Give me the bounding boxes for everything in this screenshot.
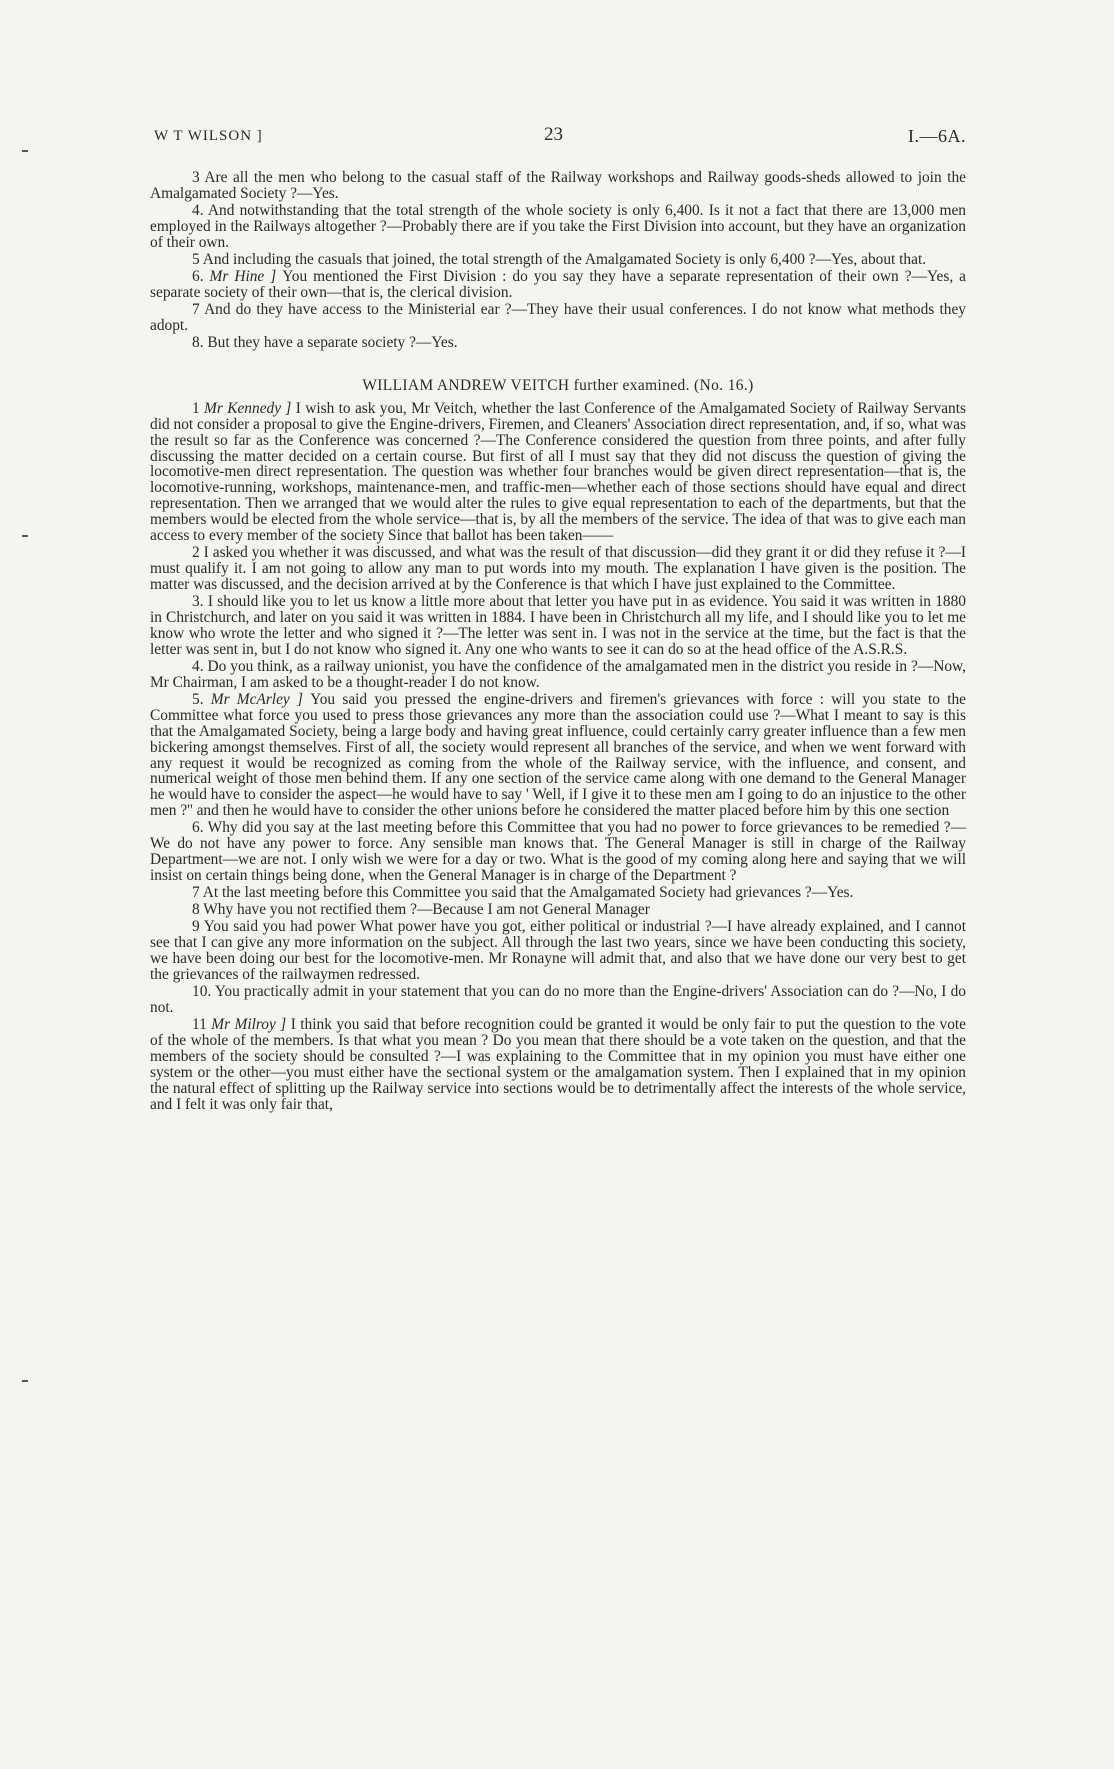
question-number: 3. bbox=[192, 593, 208, 611]
question-number: 4. bbox=[192, 657, 208, 675]
document-reference: I.—6A. bbox=[908, 126, 966, 146]
question-text: I think you said that before recognition could be granted it would be only fair to put the question to the vote of the whole of the members. Is that what you mean ? Do you mean that there should be a vote taken on the question, and that the members of the society should be consulted ?—I was explaining to the Committee that in my opinion you must have either one system or the other—you must either have the sectional system or the amalgamation system. Then I explained that in my opinion the natural effect of splitting up the Railway service into sections would be to detrimentally affect the interests of the whole service, and I felt it was only fair that, bbox=[150, 1016, 966, 1113]
margin-mark bbox=[22, 150, 28, 152]
question-paragraph bbox=[150, 820, 966, 884]
examination-section-wilson bbox=[150, 170, 966, 351]
questioner-name: Mr Kennedy ] bbox=[204, 399, 296, 417]
question-text: You practically admit in your statement that you can do no more than the Engine-drivers' Association can do ?—No, I do not. bbox=[150, 983, 967, 1017]
question-paragraph bbox=[150, 692, 966, 819]
margin-mark bbox=[22, 1380, 28, 1382]
question-text: Do you think, as a railway unionist, you have the confidence of the amalgamated men in the district you reside in ?—Now, Mr Chairman, I am asked to be a thought-reader I do not know. bbox=[150, 657, 967, 691]
witness-name: W T WILSON ] bbox=[154, 128, 263, 144]
question-number: 3 bbox=[192, 169, 205, 186]
question-number: 1 bbox=[192, 399, 205, 417]
question-text: You said you had power What power have you got, either political or industrial ?—I have already explained, and I cannot see that I can give any more information on the subject. All through the last two years, since we have been conducting this society, we have been doing our best for the locomotive-men. Mr Ronayne will admit that, and also that we have done our very best to get the grievances of the railwaymen redressed. bbox=[150, 918, 966, 984]
question-text: I should like you to let us know a little more about that letter you have put in as evidence. You said it was written in 1880 in Christchurch, and later on you said it was written in 1884. I have been in Christchurch all my life, and I should like you to let me know who wrote the letter and who signed it ?—The letter was sent in. I was not in the service at the time, but the fact is that the letter was sent in, but I do not know who signed it. Any one who wants to see it can do so at the head office of the A.S.R.S. bbox=[150, 593, 967, 658]
section-heading: WILLIAM ANDREW VEITCH further examined. (No. 16.) bbox=[362, 376, 754, 394]
question-number: 11 bbox=[192, 1016, 212, 1034]
questioner-name: Mr McArley ] bbox=[210, 690, 311, 708]
question-paragraph bbox=[150, 203, 966, 251]
question-text: Why did you say at the last meeting before this Committee that you had no power to force grievances to be remedied ?—We do not have any power to force. Any sensible man knows that. The General Manager is still in charge of the Railway Department—we are not. I only wish we were for a day or two. What is the good of my coming along here and saying that we will insist on certain things being done, when the General Manager is in charge of the Department ? bbox=[150, 819, 966, 885]
question-paragraph bbox=[150, 659, 966, 691]
question-text: And do they have access to the Ministerial ear ?—They have their usual conferences. I do not know what methods they adopt. bbox=[150, 301, 966, 334]
question-paragraph bbox=[150, 984, 966, 1016]
question-paragraph bbox=[150, 1017, 966, 1112]
question-paragraph bbox=[150, 170, 966, 202]
question-number: 9 bbox=[192, 918, 204, 936]
question-number: 5. bbox=[192, 690, 211, 708]
question-paragraph bbox=[150, 902, 966, 918]
question-number: 5 bbox=[192, 250, 203, 268]
examination-section-veitch bbox=[150, 401, 966, 1113]
question-paragraph bbox=[150, 302, 966, 334]
questioner-name: Mr Milroy ] bbox=[211, 1016, 291, 1034]
question-text: Are all the men who belong to the casual staff of the Railway workshops and Railway goods-sheds allowed to join the Amalgamated Society ?—Yes. bbox=[150, 169, 966, 202]
question-number: 8. bbox=[192, 334, 208, 351]
question-number: 8 bbox=[192, 901, 204, 919]
question-text: At the last meeting before this Committee you said that the Amalgamated Society had grievances ?—Yes. bbox=[202, 884, 854, 902]
question-number: 7 bbox=[192, 301, 205, 318]
question-paragraph bbox=[150, 594, 966, 658]
question-text: You said you pressed the engine-drivers and firemen's grievances with force : will you state to the Committee what force you used to press those grievances any more than the association could use ?—What I meant to say is this that the Amalgamated Society, being a large body and having great influence, could certainly carry greater influence than a few men bickering amongst themselves. First of all, the society would represent all branches of the service, and when we went forward with any request it would be recognized as coming from the whole of the Railway service, with the influence, and consent, and numerical weight of those men behind them. If any one section of the service came along with one demand to the General Manager he would have to consider the aspect—he would have to say ' Well, if I give it to these men am I going to do an injustice to the other men ?'' and then he would have to consider the other unions before he considered the matter placed before him by this one section bbox=[150, 690, 966, 820]
margin-mark bbox=[22, 535, 28, 537]
question-text: And including the casuals that joined, the total strength of the Amalgamated Society is only 6,400 ?—Yes, about that. bbox=[202, 250, 927, 268]
question-text: And notwithstanding that the total strength of the whole society is only 6,400. Is it not a fact that there are 13,000 men employed in the Railways altogether ?—Probably there are if you take the First Division into account, but they have an organization of their own. bbox=[150, 202, 967, 251]
question-number: 6. bbox=[192, 819, 208, 837]
running-header bbox=[154, 124, 966, 148]
document-body bbox=[150, 170, 966, 1114]
question-text: You mentioned the First Division : do you say they have a separate representation of their own ?—Yes, a separate society of their own—that is, the clerical division. bbox=[150, 268, 967, 301]
question-number: 10. bbox=[192, 983, 215, 1001]
question-paragraph bbox=[150, 885, 966, 901]
questioner-name: Mr Hine ] bbox=[209, 268, 283, 285]
question-number: 6. bbox=[192, 268, 210, 285]
page-number: 23 bbox=[544, 124, 563, 145]
question-text: But they have a separate society ?—Yes. bbox=[207, 334, 458, 351]
question-text: Why have you not rectified them ?—Because I am not General Manager bbox=[203, 901, 650, 919]
question-paragraph bbox=[150, 252, 966, 268]
question-text: I asked you whether it was discussed, and what was the result of that discussion—did they grant it or did they refuse it ?—I must qualify it. I am not going to allow any man to put words into my mouth. The explanation I have given is the position. The matter was discussed, and the decision arrived at by the Conference is that which I have just explained to the Committee. bbox=[150, 544, 966, 593]
question-paragraph bbox=[150, 335, 966, 351]
question-text: I wish to ask you, Mr Veitch, whether the last Conference of the Amalgamated Society of Railway Servants did not consider a proposal to give the Engine-drivers, Firemen, and Cleaners' Association direct representation, and, if so, what was the result so far as the Conference was concerned ?—The Conference considered the question from three points, and after fully discussing the matter decided on a certain course. But first of all I must say that they did not discuss the question of giving the locomotive-men direct representation. The question was whether four branches would be given direct representation—that is, the locomotive-running, workshops, maintenance-men, and traffic-men—whether each of those sections should have equal and direct representation. Then we arranged that we would alter the rules to give equal representation to each of the departments, but that the members would be elected from the whole service—that is, by all the members of the service. The idea of that was to give each man access to every member of the society Since that ballot has been taken—— bbox=[150, 399, 966, 545]
question-paragraph bbox=[150, 919, 966, 983]
question-number: 7 bbox=[192, 884, 203, 902]
question-paragraph bbox=[150, 269, 966, 301]
question-paragraph bbox=[150, 401, 966, 544]
question-number: 2 bbox=[192, 544, 204, 562]
question-paragraph bbox=[150, 545, 966, 593]
question-number: 4. bbox=[192, 202, 208, 219]
